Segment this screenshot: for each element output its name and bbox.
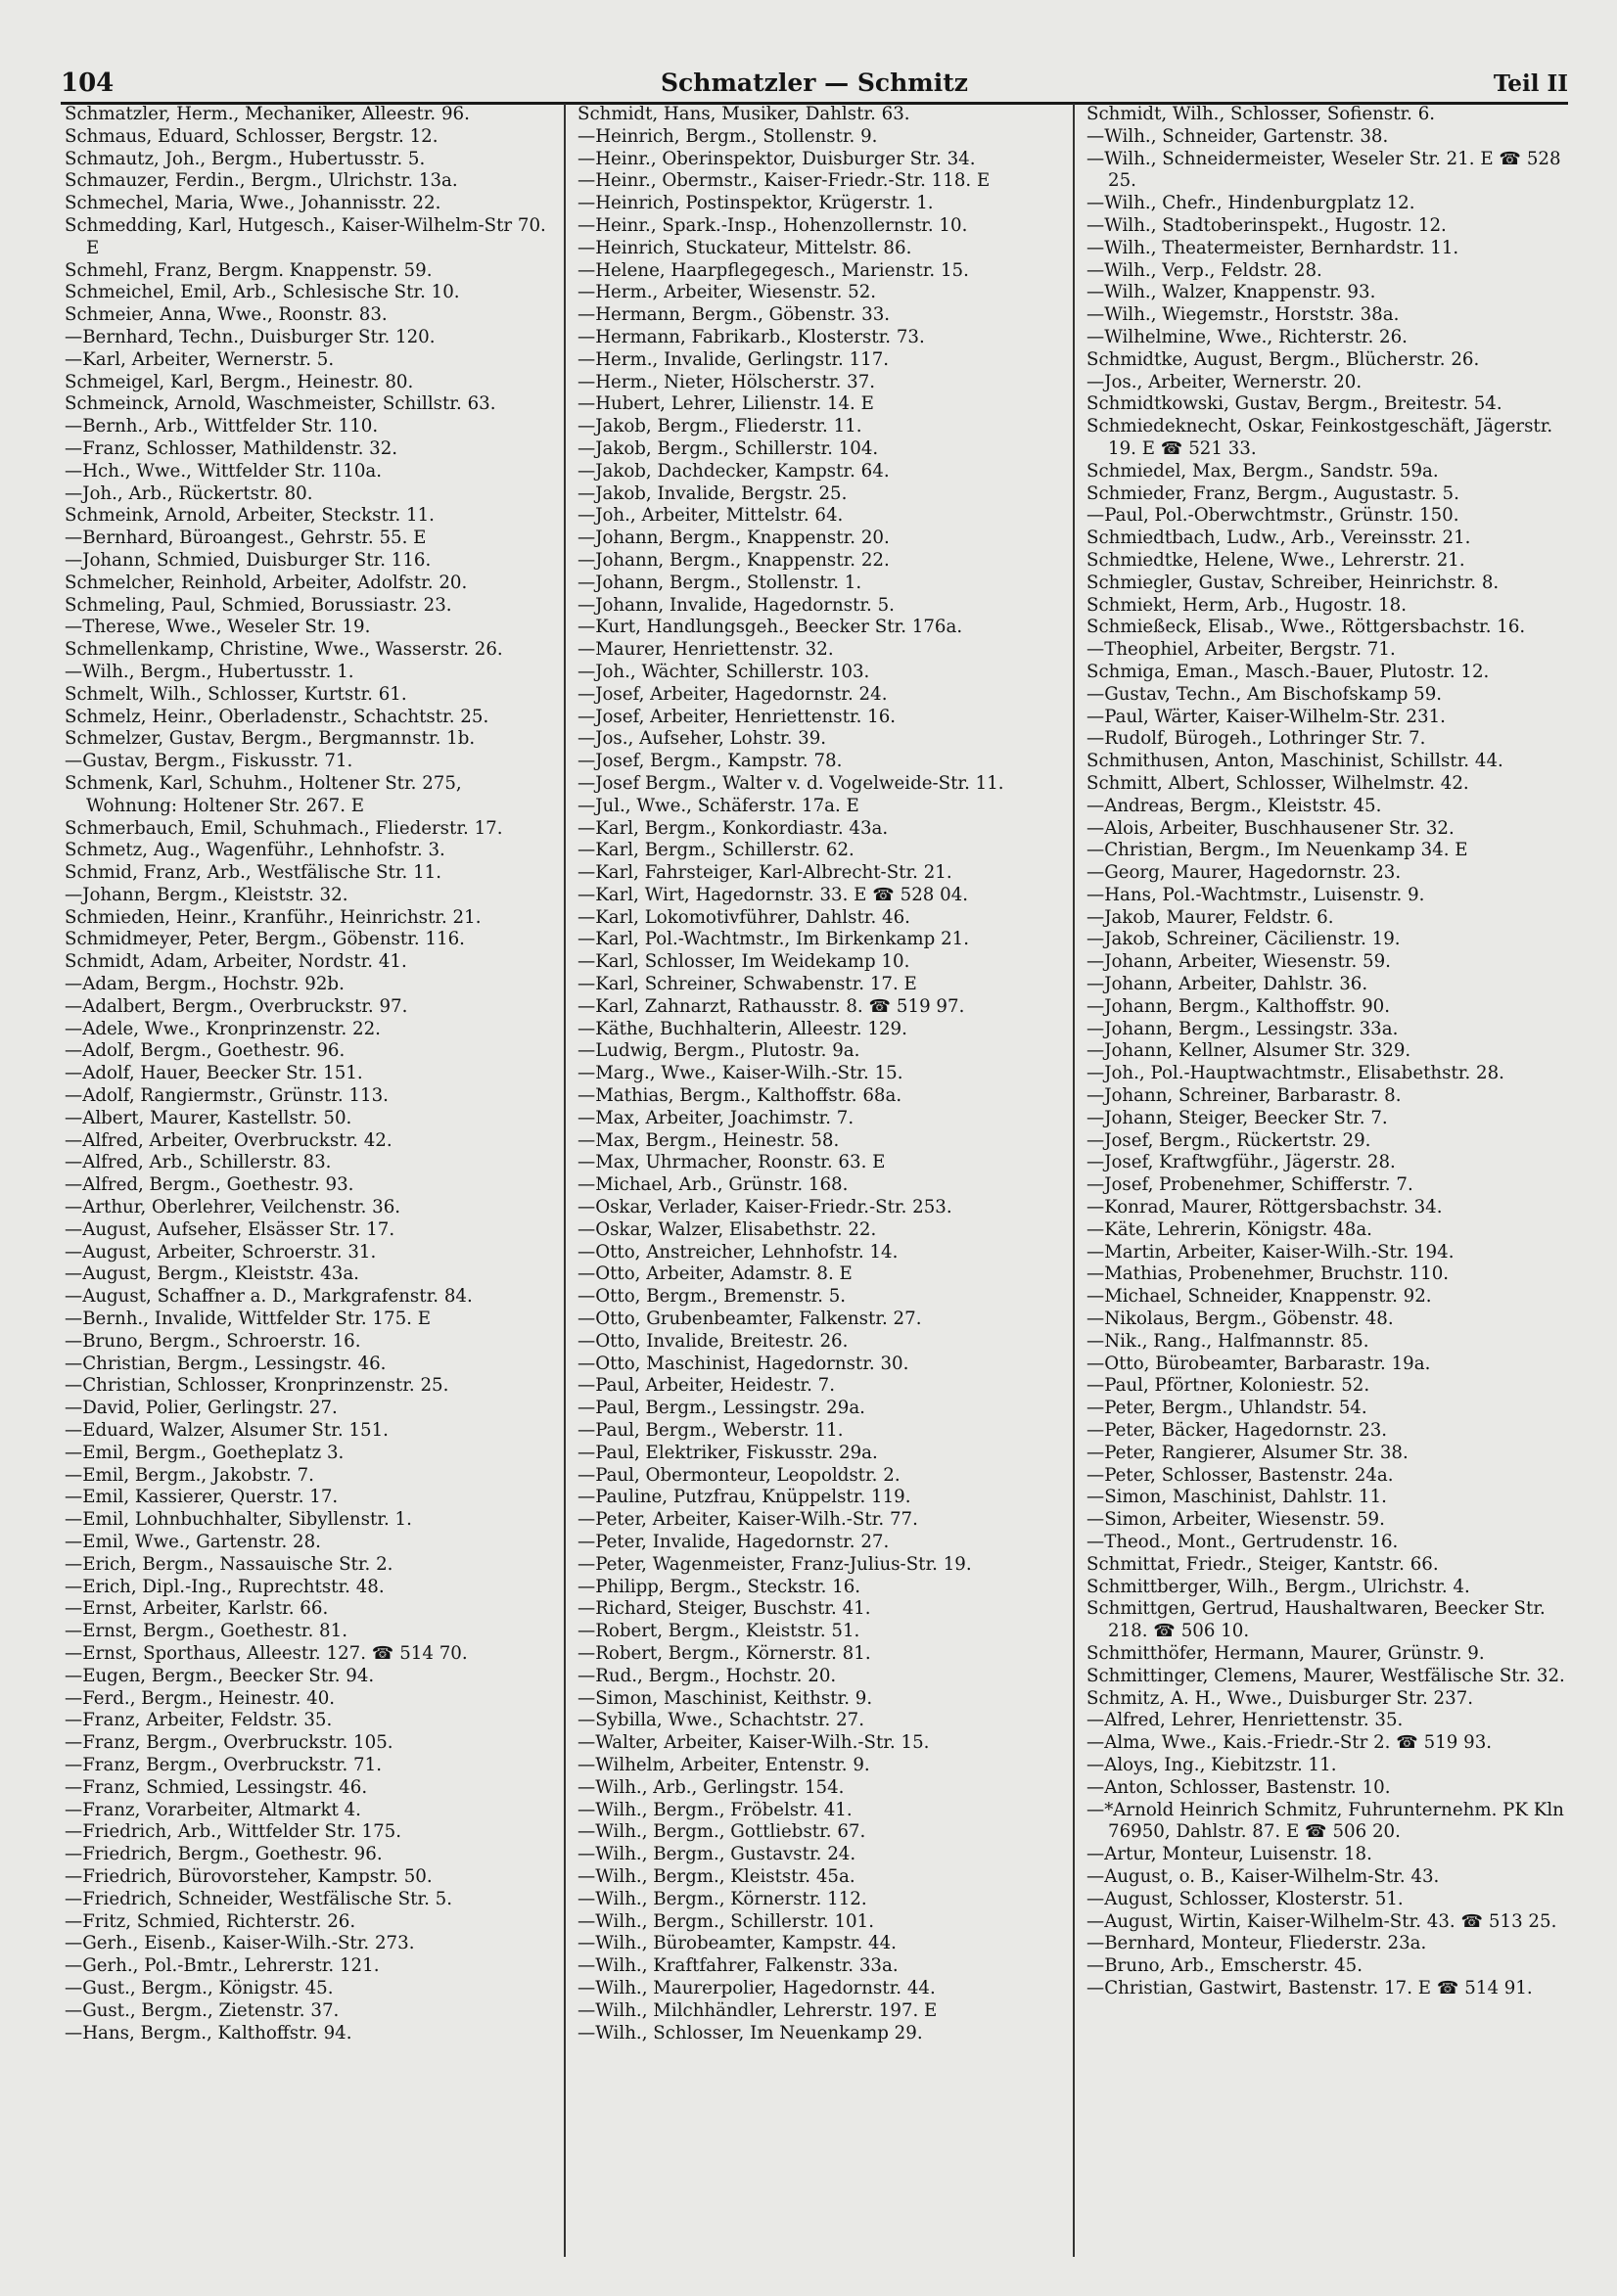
directory-entry: —Simon, Arbeiter, Wiesenstr. 59.: [1086, 1509, 1385, 1531]
directory-entry: —Herm., Arbeiter, Wiesenstr. 52.: [578, 282, 877, 303]
directory-entry: —Robert, Bergm., Kleiststr. 51.: [578, 1621, 860, 1642]
directory-entry: Schmetz, Aug., Wagenführ., Lehnhofstr. 3.: [65, 840, 445, 861]
directory-entry: —Wilh., Schlosser, Im Neuenkamp 29.: [578, 2022, 923, 2043]
directory-entry: —Anton, Schlosser, Bastenstr. 10.: [1086, 1776, 1391, 1798]
directory-entry: —Paul, Bergm., Lessingstr. 29a.: [578, 1398, 865, 1419]
directory-entry: Schmellenkamp, Christine, Wwe., Wasserstr. 26.: [65, 639, 503, 661]
directory-entry: —Eduard, Walzer, Alsumer Str. 151.: [65, 1420, 389, 1442]
directory-entry: —Pauline, Putzfrau, Knüppelstr. 119.: [578, 1487, 911, 1508]
directory-entry: —Paul, Pförtner, Koloniestr. 52.: [1086, 1375, 1370, 1397]
directory-entry: —Wilhelm, Arbeiter, Entenstr. 9.: [578, 1754, 870, 1775]
directory-entry: —Alfred, Lehrer, Henriettenstr. 35.: [1086, 1710, 1404, 1731]
directory-entry: Schmelcher, Reinhold, Arbeiter, Adolfstr. 20.: [65, 572, 468, 593]
directory-entry: —Herm., Invalide, Gerlingstr. 117.: [578, 348, 890, 370]
directory-entry: —Christian, Bergm., Im Neuenkamp 34. E: [1086, 840, 1468, 861]
directory-entry: —Otto, Arbeiter, Adamstr. 8. E: [578, 1263, 853, 1285]
directory-entry: —Heinrich, Stuckateur, Mittelstr. 86.: [578, 237, 912, 258]
directory-entry: —Friedrich, Arb., Wittfelder Str. 175.: [65, 1821, 402, 1843]
directory-entry: —Otto, Grubenbeamter, Falkenstr. 27.: [578, 1309, 922, 1330]
directory-entry: Schmelzer, Gustav, Bergm., Bergmannstr. 1b.: [65, 728, 476, 750]
directory-entry: —Mathias, Bergm., Kalthoffstr. 68a.: [578, 1085, 902, 1107]
directory-entry: Schmidt, Hans, Musiker, Dahlstr. 63.: [578, 104, 910, 124]
directory-entry: —Hans, Bergm., Kalthoffstr. 94.: [65, 2022, 352, 2043]
directory-entry: Schmenk, Karl, Schuhm., Holtener Str. 275, Wohnung: Holtener Str. 267. E: [65, 772, 468, 816]
directory-entry: —Fritz, Schmied, Richterstr. 26.: [65, 1910, 356, 1932]
directory-columns: [65, 104, 1572, 2257]
directory-entry: Schmittat, Friedr., Steiger, Kantstr. 66.: [1086, 1553, 1439, 1575]
directory-entry: —Wilh., Schneidermeister, Weseler Str. 21. E ☎ 528 25.: [1086, 148, 1567, 192]
directory-entry: —Michael, Arb., Grünstr. 168.: [578, 1174, 849, 1196]
page-number: 104: [61, 69, 115, 98]
directory-entry: —Gustav, Bergm., Fiskusstr. 71.: [65, 751, 353, 772]
directory-entry: —Otto, Anstreicher, Lehnhofstr. 14.: [578, 1241, 899, 1263]
directory-entry: —Joh., Arb., Rückertstr. 80.: [65, 482, 313, 504]
directory-entry: —Max, Arbeiter, Joachimstr. 7.: [578, 1107, 855, 1128]
directory-entry: —Hermann, Bergm., Göbenstr. 33.: [578, 304, 891, 326]
directory-entry: —Adolf, Bergm., Goethestr. 96.: [65, 1040, 346, 1062]
directory-entry: —Peter, Wagenmeister, Franz-Julius-Str. 19.: [578, 1553, 972, 1575]
directory-entry: —Alfred, Arbeiter, Overbruckstr. 42.: [65, 1129, 393, 1151]
directory-entry: —Wilh., Walzer, Knappenstr. 93.: [1086, 282, 1376, 303]
directory-entry: —Bruno, Bergm., Schroerstr. 16.: [65, 1330, 361, 1352]
directory-entry: —Jakob, Bergm., Schillerstr. 104.: [578, 437, 879, 459]
directory-entry: —Gustav, Techn., Am Bischofskamp 59.: [1086, 683, 1443, 705]
directory-entry: —Michael, Schneider, Knappenstr. 92.: [1086, 1286, 1432, 1308]
directory-entry: Schmieder, Franz, Bergm., Augustastr. 5.: [1086, 482, 1459, 504]
directory-entry: Schmiegler, Gustav, Schreiber, Heinrichstr. 8.: [1086, 572, 1500, 593]
directory-entry: —Jos., Aufseher, Lohstr. 39.: [578, 728, 827, 750]
directory-entry: —Wilh., Bergm., Körnerstr. 112.: [578, 1888, 867, 1909]
directory-entry: —Peter, Bäcker, Hagedornstr. 23.: [1086, 1420, 1388, 1442]
directory-entry: —Bernh., Invalide, Wittfelder Str. 175. E: [65, 1309, 431, 1330]
directory-entry: —Johann, Bergm., Knappenstr. 20.: [578, 528, 890, 549]
directory-entry: Schmedding, Karl, Hutgesch., Kaiser-Wilhelm-Str 70. E: [65, 214, 552, 258]
directory-entry: —Karl, Bergm., Schillerstr. 62.: [578, 840, 855, 861]
directory-entry: —Otto, Bürobeamter, Barbarastr. 19a.: [1086, 1353, 1431, 1374]
directory-entry: —Mathias, Probenehmer, Bruchstr. 110.: [1086, 1263, 1450, 1285]
directory-entry: Schmatzler, Herm., Mechaniker, Alleestr. 96.: [65, 104, 470, 124]
directory-entry: —Robert, Bergm., Körnerstr. 81.: [578, 1642, 871, 1664]
directory-entry: —Ludwig, Bergm., Plutostr. 9a.: [578, 1040, 860, 1062]
directory-entry: —Wilh., Bergm., Hubertusstr. 1.: [65, 661, 354, 682]
directory-entry: —Peter, Schlosser, Bastenstr. 24a.: [1086, 1464, 1394, 1486]
directory-entry: —Karl, Schlosser, Im Weidekamp 10.: [578, 951, 910, 973]
directory-entry: —Adolf, Rangiermstr., Grünstr. 113.: [65, 1085, 389, 1107]
directory-entry: —Georg, Maurer, Hagedornstr. 23.: [1086, 862, 1402, 884]
directory-entry: —Bernh., Arb., Wittfelder Str. 110.: [65, 416, 379, 437]
directory-entry: Schmeling, Paul, Schmied, Borussiastr. 23.: [65, 594, 452, 616]
directory-entry: —David, Polier, Gerlingstr. 27.: [65, 1398, 338, 1419]
directory-entry: Schmittberger, Wilh., Bergm., Ulrichstr. 4.: [1086, 1576, 1470, 1597]
directory-entry: —Josef, Kraftwgführ., Jägerstr. 28.: [1086, 1152, 1396, 1173]
directory-entry: —Josef, Probenehmer, Schifferstr. 7.: [1086, 1174, 1413, 1196]
directory-entry: Schmiedtbach, Ludw., Arb., Vereinsstr. 21.: [1086, 528, 1471, 549]
directory-entry: —Marg., Wwe., Kaiser-Wilh.-Str. 15.: [578, 1063, 903, 1084]
directory-entry: —Josef, Bergm., Rückertstr. 29.: [1086, 1129, 1371, 1151]
directory-entry: —Ernst, Arbeiter, Karlstr. 66.: [65, 1598, 329, 1620]
directory-entry: —Paul, Bergm., Weberstr. 11.: [578, 1420, 844, 1442]
directory-entry: —Wilh., Bürobeamter, Kampstr. 44.: [578, 1933, 897, 1954]
directory-entry: Schmeigel, Karl, Bergm., Heinestr. 80.: [65, 371, 414, 392]
directory-entry: Schmechel, Maria, Wwe., Johannisstr. 22.: [65, 193, 441, 214]
directory-entry: —Eugen, Bergm., Beecker Str. 94.: [65, 1665, 375, 1686]
directory-entry: —Peter, Arbeiter, Kaiser-Wilh.-Str. 77.: [578, 1509, 918, 1531]
directory-entry: —Friedrich, Bürovorsteher, Kampstr. 50.: [65, 1865, 433, 1887]
directory-entry: —Jakob, Dachdecker, Kampstr. 64.: [578, 460, 890, 482]
directory-entry: —Johann, Arbeiter, Wiesenstr. 59.: [1086, 951, 1391, 973]
directory-entry: Schmelz, Heinr., Oberladenstr., Schachtstr. 25.: [65, 706, 489, 727]
directory-entry: —Sybilla, Wwe., Schachtstr. 27.: [578, 1710, 865, 1731]
directory-entry: —Franz, Vorarbeiter, Altmarkt 4.: [65, 1799, 361, 1820]
directory-entry: —Wilh., Arb., Gerlingstr. 154.: [578, 1776, 845, 1798]
directory-entry: —Johann, Bergm., Kleiststr. 32.: [65, 884, 348, 905]
directory-entry: —Käthe, Buchhalterin, Alleestr. 129.: [578, 1018, 907, 1039]
directory-entry: Schmeinck, Arnold, Waschmeister, Schillstr. 63.: [65, 393, 496, 415]
directory-entry: Schmiedel, Max, Bergm., Sandstr. 59a.: [1086, 460, 1439, 482]
directory-entry: —Johann, Arbeiter, Dahlstr. 36.: [1086, 974, 1368, 995]
directory-entry: —Gerh., Pol.-Bmtr., Lehrerstr. 121.: [65, 1955, 380, 1977]
directory-entry: Schmautz, Joh., Bergm., Hubertusstr. 5.: [65, 148, 426, 169]
directory-entry: Schmieden, Heinr., Kranführ., Heinrichstr. 21.: [65, 906, 482, 928]
directory-entry: —Erich, Dipl.-Ing., Ruprechtstr. 48.: [65, 1576, 385, 1597]
directory-entry: —Karl, Bergm., Konkordiastr. 43a.: [578, 817, 889, 839]
directory-entry: —Heinrich, Postinspektor, Krügerstr. 1.: [578, 193, 934, 214]
directory-entry: —Josef, Bergm., Kampstr. 78.: [578, 751, 843, 772]
directory-entry: —Ferd., Bergm., Heinestr. 40.: [65, 1687, 336, 1709]
directory-entry: —Jul., Wwe., Schäferstr. 17a. E: [578, 795, 859, 816]
directory-entry: —Josef Bergm., Walter v. d. Vogelweide-Str. 11.: [578, 772, 1004, 794]
directory-entry: —Käte, Lehrerin, Königstr. 48a.: [1086, 1218, 1372, 1240]
directory-entry: —Peter, Rangierer, Alsumer Str. 38.: [1086, 1442, 1409, 1463]
directory-entry: —Adalbert, Bergm., Overbruckstr. 97.: [65, 995, 408, 1017]
directory-entry: —Rudolf, Bürogeh., Lothringer Str. 7.: [1086, 728, 1426, 750]
directory-entry: —Nikolaus, Bergm., Göbenstr. 48.: [1086, 1309, 1394, 1330]
directory-entry: Schmerbauch, Emil, Schuhmach., Fliederstr. 17.: [65, 817, 503, 839]
directory-entry: —Bernhard, Techn., Duisburger Str. 120.: [65, 326, 436, 347]
directory-entry: —Joh., Wächter, Schillerstr. 103.: [578, 661, 870, 682]
directory-entry: —Johann, Steiger, Beecker Str. 7.: [1086, 1107, 1388, 1128]
directory-entry: Schmeier, Anna, Wwe., Roonstr. 83.: [65, 304, 388, 326]
directory-entry: Schmelt, Wilh., Schlosser, Kurtstr. 61.: [65, 683, 407, 705]
directory-entry: Schmitz, A. H., Wwe., Duisburger Str. 237.: [1086, 1687, 1474, 1709]
directory-entry: —Emil, Bergm., Goetheplatz 3.: [65, 1442, 345, 1463]
directory-entry: —Wilh., Milchhändler, Lehrerstr. 197. E: [578, 1999, 938, 2021]
directory-entry: —Konrad, Maurer, Röttgersbachstr. 34.: [1086, 1197, 1443, 1218]
directory-entry: —Hermann, Fabrikarb., Klosterstr. 73.: [578, 326, 925, 347]
directory-entry: —Hans, Pol.-Wachtmstr., Luisenstr. 9.: [1086, 884, 1425, 905]
directory-entry: —Emil, Wwe., Gartenstr. 28.: [65, 1532, 321, 1552]
directory-entry: —Franz, Schmied, Lessingstr. 46.: [65, 1776, 368, 1798]
directory-entry: Schmithusen, Anton, Maschinist, Schillstr. 44.: [1086, 751, 1503, 772]
directory-entry: —Johann, Bergm., Kalthoffstr. 90.: [1086, 995, 1390, 1017]
directory-entry: —Christian, Schlosser, Kronprinzenstr. 25.: [65, 1375, 449, 1397]
directory-entry: Schmeink, Arnold, Arbeiter, Steckstr. 11.: [65, 505, 435, 527]
directory-entry: —Paul, Arbeiter, Heidestr. 7.: [578, 1375, 836, 1397]
directory-entry: Schmehl, Franz, Bergm. Knappenstr. 59.: [65, 259, 433, 281]
directory-entry: Schmittinger, Clemens, Maurer, Westfälische Str. 32.: [1086, 1665, 1565, 1686]
directory-entry: —Otto, Maschinist, Hagedornstr. 30.: [578, 1353, 909, 1374]
directory-entry: Schmidt, Adam, Arbeiter, Nordstr. 41.: [65, 951, 407, 973]
directory-entry: —Johann, Kellner, Alsumer Str. 329.: [1086, 1040, 1411, 1062]
directory-entry: Schmiedeknecht, Oskar, Feinkostgeschäft, Jägerstr. 19. E ☎ 521 33.: [1086, 416, 1558, 459]
directory-entry: —Wilh., Kraftfahrer, Falkenstr. 33a.: [578, 1955, 899, 1977]
directory-entry: —Erich, Bergm., Nassauische Str. 2.: [65, 1553, 393, 1575]
directory-entry: —Ernst, Bergm., Goethestr. 81.: [65, 1621, 347, 1642]
directory-entry: —August, Schaffner a. D., Markgrafenstr. 84.: [65, 1286, 473, 1308]
directory-entry: —Emil, Bergm., Jakobstr. 7.: [65, 1464, 314, 1486]
column-1: [65, 104, 566, 2257]
directory-entry: —Peter, Invalide, Hagedornstr. 27.: [578, 1532, 890, 1552]
directory-entry: —Paul, Wärter, Kaiser-Wilhelm-Str. 231.: [1086, 706, 1446, 727]
directory-entry: Schmeichel, Emil, Arb., Schlesische Str. 10.: [65, 282, 460, 303]
directory-entry: —Bruno, Arb., Emscherstr. 45.: [1086, 1955, 1363, 1977]
directory-entry: —Oskar, Verlader, Kaiser-Friedr.-Str. 253.: [578, 1197, 952, 1218]
directory-entry: —Gust., Bergm., Zietenstr. 37.: [65, 1999, 340, 2021]
directory-entry: Schmittgen, Gertrud, Haushaltwaren, Beecker Str. 218. ☎ 506 10.: [1086, 1598, 1551, 1642]
directory-entry: —Maurer, Henriettenstr. 32.: [578, 639, 834, 661]
directory-entry: —Josef, Arbeiter, Hagedornstr. 24.: [578, 683, 888, 705]
directory-entry: —Christian, Bergm., Lessingstr. 46.: [65, 1353, 387, 1374]
directory-entry: —Josef, Arbeiter, Henriettenstr. 16.: [578, 706, 897, 727]
directory-entry: —Emil, Kassierer, Querstr. 17.: [65, 1487, 339, 1508]
directory-entry: —Friedrich, Bergm., Goethestr. 96.: [65, 1844, 383, 1865]
page-header: [61, 43, 1568, 105]
directory-entry: —Heinr., Oberinspektor, Duisburger Str. 34.: [578, 148, 976, 169]
directory-entry: —Helene, Haarpflegegesch., Marienstr. 15.: [578, 259, 969, 281]
directory-entry: —Herm., Nieter, Hölscherstr. 37.: [578, 371, 876, 392]
column-3: [1075, 104, 1572, 2257]
directory-entry: Schmidt, Wilh., Schlosser, Sofienstr. 6.: [1086, 104, 1436, 124]
directory-entry: Schmitt, Albert, Schlosser, Wilhelmstr. 42.: [1086, 772, 1469, 794]
directory-entry: —Simon, Maschinist, Dahlstr. 11.: [1086, 1487, 1387, 1508]
directory-entry: —Wilh., Wiegemstr., Horststr. 38a.: [1086, 304, 1400, 326]
directory-entry: —Wilh., Bergm., Fröbelstr. 41.: [578, 1799, 853, 1820]
directory-entry: —Philipp, Bergm., Steckstr. 16.: [578, 1576, 861, 1597]
directory-entry: —Kurt, Handlungsgeh., Beecker Str. 176a.: [578, 617, 963, 638]
directory-entry: Schmiekt, Herm, Arb., Hugostr. 18.: [1086, 594, 1408, 616]
directory-entry: Schmaus, Eduard, Schlosser, Bergstr. 12.: [65, 125, 439, 147]
directory-entry: —Johann, Schmied, Duisburger Str. 116.: [65, 549, 432, 571]
directory-entry: —Nik., Rang., Halfmannstr. 85.: [1086, 1330, 1369, 1352]
directory-entry: —Wilhelmine, Wwe., Richterstr. 26.: [1086, 326, 1408, 347]
column-2: [566, 104, 1075, 2257]
directory-entry: —Friedrich, Schneider, Westfälische Str. 5.: [65, 1888, 452, 1909]
directory-entry: —Christian, Gastwirt, Bastenstr. 17. E ☎ 514 91.: [1086, 1977, 1533, 1998]
directory-entry: —Alfred, Bergm., Goethestr. 93.: [65, 1174, 354, 1196]
directory-entry: —Martin, Arbeiter, Kaiser-Wilh.-Str. 194.: [1086, 1241, 1455, 1263]
directory-entry: —Adolf, Hauer, Beecker Str. 151.: [65, 1063, 363, 1084]
directory-entry: —Wilh., Bergm., Kleiststr. 45a.: [578, 1865, 855, 1887]
directory-entry: —Wilh., Bergm., Gottliebstr. 67.: [578, 1821, 866, 1843]
directory-entry: —Adele, Wwe., Kronprinzenstr. 22.: [65, 1018, 381, 1039]
directory-entry: —Theophiel, Arbeiter, Bergstr. 71.: [1086, 639, 1396, 661]
directory-entry: —Max, Uhrmacher, Roonstr. 63. E: [578, 1152, 886, 1173]
directory-entry: —*Arnold Heinrich Schmitz, Fuhrunternehm. PK Kln 76950, Dahlstr. 87. E ☎ 506 20.: [1086, 1799, 1570, 1843]
directory-entry: —August, Aufseher, Elsässer Str. 17.: [65, 1218, 395, 1240]
directory-entry: —Gerh., Eisenb., Kaiser-Wilh.-Str. 273.: [65, 1933, 415, 1954]
directory-entry: —Oskar, Walzer, Elisabethstr. 22.: [578, 1218, 877, 1240]
directory-entry: —Therese, Wwe., Weseler Str. 19.: [65, 617, 371, 638]
directory-entry: —Bernhard, Büroangest., Gehrstr. 55. E: [65, 528, 427, 549]
directory-entry: —Karl, Pol.-Wachtmstr., Im Birkenkamp 21.: [578, 929, 970, 950]
directory-entry: —Wilh., Chefr., Hindenburgplatz 12.: [1086, 193, 1415, 214]
directory-entry: —Franz, Bergm., Overbruckstr. 105.: [65, 1732, 393, 1754]
directory-entry: —Paul, Obermonteur, Leopoldstr. 2.: [578, 1464, 901, 1486]
directory-entry: —Jakob, Schreiner, Cäcilienstr. 19.: [1086, 929, 1401, 950]
directory-entry: —Ernst, Sporthaus, Alleestr. 127. ☎ 514 70.: [65, 1642, 468, 1664]
directory-entry: —Karl, Fahrsteiger, Karl-Albrecht-Str. 21.: [578, 862, 952, 884]
directory-entry: —August, Wirtin, Kaiser-Wilhelm-Str. 43. ☎ 513 25.: [1086, 1910, 1557, 1932]
directory-entry: —Theod., Mont., Gertrudenstr. 16.: [1086, 1532, 1399, 1552]
directory-entry: —Otto, Invalide, Breitestr. 26.: [578, 1330, 849, 1352]
directory-entry: —Emil, Lohnbuchhalter, Sibyllenstr. 1.: [65, 1509, 412, 1531]
directory-entry: —Andreas, Bergm., Kleiststr. 45.: [1086, 795, 1382, 816]
part-label: Teil II: [1493, 70, 1568, 97]
directory-entry: —Karl, Lokomotivführer, Dahlstr. 46.: [578, 906, 910, 928]
directory-entry: —Walter, Arbeiter, Kaiser-Wilh.-Str. 15.: [578, 1732, 930, 1754]
directory-entry: —Karl, Wirt, Hagedornstr. 33. E ☎ 528 04.: [578, 884, 969, 905]
directory-entry: —Jos., Arbeiter, Wernerstr. 20.: [1086, 371, 1363, 392]
directory-entry: Schmid, Franz, Arb., Westfälische Str. 11.: [65, 862, 442, 884]
directory-entry: —Arthur, Oberlehrer, Veilchenstr. 36.: [65, 1197, 401, 1218]
directory-entry: —Rud., Bergm., Hochstr. 20.: [578, 1665, 837, 1686]
directory-entry: Schmießeck, Elisab., Wwe., Röttgersbachstr. 16.: [1086, 617, 1526, 638]
directory-entry: —Johann, Bergm., Stollenstr. 1.: [578, 572, 862, 593]
directory-entry: —Franz, Schlosser, Mathildenstr. 32.: [65, 437, 398, 459]
directory-entry: Schmidtke, August, Bergm., Blücherstr. 26.: [1086, 348, 1480, 370]
directory-entry: Schmidtkowski, Gustav, Bergm., Breitestr. 54.: [1086, 393, 1502, 415]
directory-entry: —August, Schlosser, Klosterstr. 51.: [1086, 1888, 1404, 1909]
directory-entry: —Artur, Monteur, Luisenstr. 18.: [1086, 1844, 1372, 1865]
directory-entry: —Alma, Wwe., Kais.-Friedr.-Str 2. ☎ 519 93.: [1086, 1732, 1493, 1754]
directory-entry: —Johann, Schreiner, Barbarastr. 8.: [1086, 1085, 1402, 1107]
directory-entry: Schmiedtke, Helene, Wwe., Lehrerstr. 21.: [1086, 549, 1465, 571]
directory-entry: Schmitthöfer, Hermann, Maurer, Grünstr. 9.: [1086, 1642, 1485, 1664]
directory-entry: —Wilh., Verp., Feldstr. 28.: [1086, 259, 1322, 281]
directory-entry: —Karl, Zahnarzt, Rathausstr. 8. ☎ 519 97.: [578, 995, 965, 1017]
directory-entry: —Jakob, Maurer, Feldstr. 6.: [1086, 906, 1334, 928]
directory-entry: —August, o. B., Kaiser-Wilhelm-Str. 43.: [1086, 1865, 1440, 1887]
directory-entry: —Wilh., Bergm., Schillerstr. 101.: [578, 1910, 874, 1932]
directory-entry: —Aloys, Ing., Kiebitzstr. 11.: [1086, 1754, 1337, 1775]
directory-entry: —Heinrich, Bergm., Stollenstr. 9.: [578, 125, 878, 147]
directory-entry: Schmauzer, Ferdin., Bergm., Ulrichstr. 13a.: [65, 170, 458, 192]
directory-entry: —Alois, Arbeiter, Buschhausener Str. 32.: [1086, 817, 1455, 839]
directory-entry: —Paul, Pol.-Oberwchtmstr., Grünstr. 150.: [1086, 505, 1459, 527]
directory-entry: —August, Bergm., Kleiststr. 43a.: [65, 1263, 359, 1285]
directory-entry: —Franz, Arbeiter, Feldstr. 35.: [65, 1710, 333, 1731]
directory-entry: —Johann, Invalide, Hagedornstr. 5.: [578, 594, 895, 616]
directory-entry: —Simon, Maschinist, Keithstr. 9.: [578, 1687, 873, 1709]
directory-entry: —Hch., Wwe., Wittfelder Str. 110a.: [65, 460, 383, 482]
directory-entry: Schmidmeyer, Peter, Bergm., Göbenstr. 116.: [65, 929, 465, 950]
directory-entry: —Joh., Pol.-Hauptwachtmstr., Elisabethstr. 28.: [1086, 1063, 1504, 1084]
directory-entry: —Jakob, Bergm., Fliederstr. 11.: [578, 416, 862, 437]
directory-entry: —Adam, Bergm., Hochstr. 92b.: [65, 974, 345, 995]
directory-entry: —Bernhard, Monteur, Fliederstr. 23a.: [1086, 1933, 1427, 1954]
directory-entry: —Johann, Bergm., Lessingstr. 33a.: [1086, 1018, 1399, 1039]
directory-entry: —Albert, Maurer, Kastellstr. 50.: [65, 1107, 352, 1128]
directory-entry: —Hubert, Lehrer, Lilienstr. 14. E: [578, 393, 874, 415]
directory-entry: —Wilh., Schneider, Gartenstr. 38.: [1086, 125, 1389, 147]
directory-entry: —Wilh., Theatermeister, Bernhardstr. 11.: [1086, 237, 1459, 258]
directory-entry: —Wilh., Maurerpolier, Hagedornstr. 44.: [578, 1977, 936, 1998]
directory-entry: —Wilh., Bergm., Gustavstr. 24.: [578, 1844, 856, 1865]
directory-entry: —Johann, Bergm., Knappenstr. 22.: [578, 549, 890, 571]
directory-entry: —Max, Bergm., Heinestr. 58.: [578, 1129, 840, 1151]
directory-entry: —Karl, Schreiner, Schwabenstr. 17. E: [578, 974, 917, 995]
directory-entry: —Heinr., Spark.-Insp., Hohenzollernstr. 10.: [578, 214, 968, 236]
directory-entry: —August, Arbeiter, Schroerstr. 31.: [65, 1241, 377, 1263]
page-title: Schmatzler — Schmitz: [661, 69, 968, 97]
directory-entry: —Paul, Elektriker, Fiskusstr. 29a.: [578, 1442, 878, 1463]
directory-entry: —Karl, Arbeiter, Wernerstr. 5.: [65, 348, 335, 370]
directory-entry: —Richard, Steiger, Buschstr. 41.: [578, 1598, 871, 1620]
directory-entry: —Wilh., Stadtoberinspekt., Hugostr. 12.: [1086, 214, 1447, 236]
directory-entry: —Gust., Bergm., Königstr. 45.: [65, 1977, 334, 1998]
directory-entry: —Heinr., Obermstr., Kaiser-Friedr.-Str. 118. E: [578, 170, 991, 192]
directory-entry: Schmiga, Eman., Masch.-Bauer, Plutostr. 12.: [1086, 661, 1490, 682]
directory-entry: —Alfred, Arb., Schillerstr. 83.: [65, 1152, 332, 1173]
directory-entry: —Otto, Bergm., Bremenstr. 5.: [578, 1286, 847, 1308]
directory-entry: —Joh., Arbeiter, Mittelstr. 64.: [578, 505, 844, 527]
directory-entry: —Jakob, Invalide, Bergstr. 25.: [578, 482, 848, 504]
directory-entry: —Peter, Bergm., Uhlandstr. 54.: [1086, 1398, 1367, 1419]
directory-entry: —Franz, Bergm., Overbruckstr. 71.: [65, 1754, 382, 1775]
